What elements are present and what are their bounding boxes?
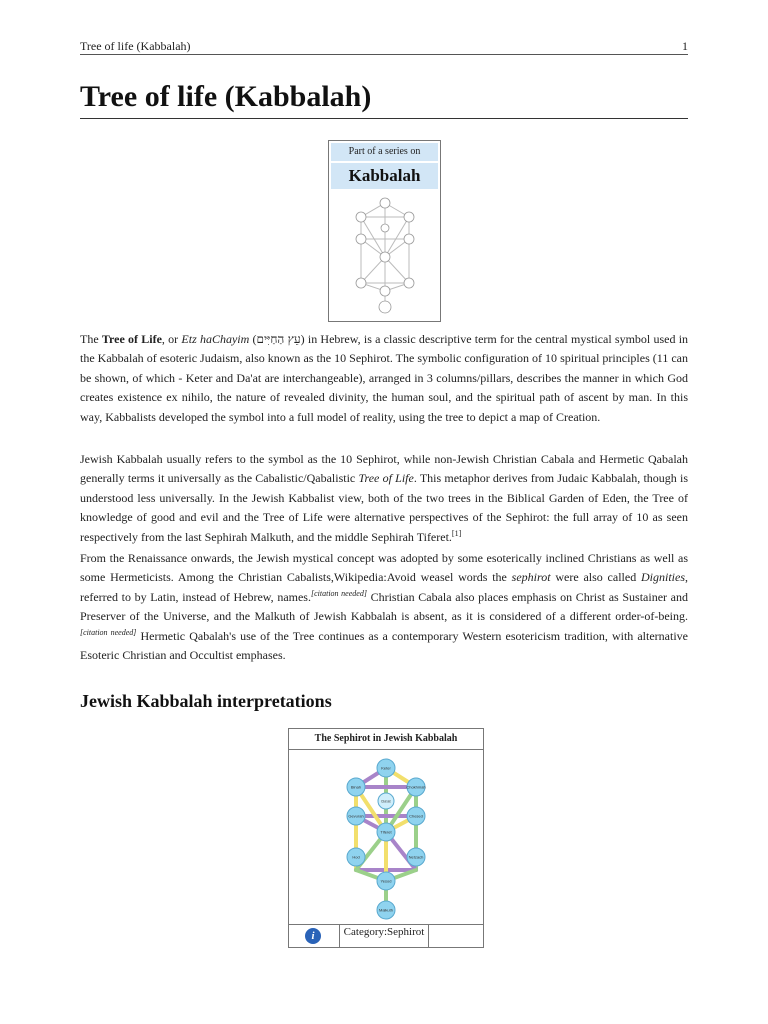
category-link[interactable]: Category:Sephirot — [340, 925, 429, 947]
citation-needed[interactable]: [citation needed] — [310, 588, 367, 598]
bold-term: Tree of Life — [101, 332, 162, 346]
node-label-keter: Keter — [381, 765, 391, 771]
series-title-text[interactable]: Kabbalah — [348, 166, 421, 185]
hebrew-term: עֵץ הַחַיִּים — [256, 332, 301, 346]
node-label-malkuth: Malkuth — [378, 907, 394, 913]
page-number: 1 — [682, 39, 688, 53]
italic-term: Etz haChayim — [181, 332, 250, 346]
node-label-chokhmah: Chokhmah — [406, 784, 426, 790]
text-run: ( — [249, 332, 257, 346]
text-run: From the Renaissance onwards, the Jewish mystical concept was adopted by some esoterically inclined Christians as well as some Hermeticists. Among the Christian Cabalists,Wikipedia:Avoid weasel words the — [80, 551, 688, 585]
section-heading: Jewish Kabbalah interpretations — [80, 691, 332, 711]
sephirot-figure-box — [288, 728, 484, 948]
text-run: The — [80, 332, 102, 346]
italic-term: sephirot — [511, 570, 551, 585]
running-header-title: Tree of life (Kabbalah) — [80, 39, 191, 53]
node-label-gevurah: Gevurah — [348, 813, 364, 819]
page-title: Tree of life (Kabbalah) — [80, 78, 688, 119]
running-header — [80, 38, 688, 55]
figure-caption: The Sephirot in Jewish Kabbalah — [289, 729, 483, 750]
tree-of-life-thumbnail[interactable] — [343, 195, 427, 319]
series-title[interactable] — [331, 163, 438, 189]
italic-term: Dignities — [641, 570, 685, 585]
node-label-chesed: Chesed — [409, 813, 423, 819]
node-label-yesod: Yesod — [380, 878, 392, 884]
text-run: . This metaphor derives from Judaic Kabbalah, though is understood less universally. In the Jewish Kabbalist view, both of the two trees in the Biblical Garden of Eden, the Tree of knowledge of good and evil and the Tree of Life were alternative perspectives of the Sephirot: the full array of 10 as seen respectively from the last Sephirah Malkuth, and the middle Sephirah Tiferet. — [80, 471, 688, 544]
citation-needed[interactable]: [citation needed] — [80, 627, 137, 637]
info-cell — [289, 925, 340, 947]
text-run: Hermetic Qabalah's use of the Tree continues as a contemporary Western esotericism tradition, with alternative Esoteric Christian and Occultist emphases. — [80, 628, 688, 663]
figure-footer — [289, 925, 483, 947]
series-infobox — [328, 140, 441, 322]
text-run: Jewish Kabbalah usually refers to the symbol as the 10 Sephirot, while non-Jewish Christian Cabala and Hermetic Qabalah generally terms it universally as the Cabalistic/Qabalistic — [80, 452, 688, 486]
renaissance-paragraph — [80, 549, 688, 665]
node-label-binah: Binah — [350, 784, 362, 790]
node-label-hod: Hod — [352, 854, 360, 860]
text-run: Christian Cabala also places emphasis on Christ as Sustainer and Preserver of the Universe, and the Malkuth of Jewish Kabbalah is absent, as it is considered of a different order-of-being. — [80, 589, 689, 624]
node-label-daat: Da'at — [381, 798, 391, 804]
intro-paragraph — [80, 330, 688, 427]
text-run: , or — [161, 332, 182, 346]
sephirot-diagram[interactable] — [289, 750, 483, 924]
series-label: Part of a series on — [331, 143, 438, 161]
info-icon[interactable]: i — [305, 928, 321, 944]
text-run: , referred to by Latin, instead of Hebrew, names. — [80, 570, 688, 604]
text-run: ) in Hebrew, is a classic descriptive term for the central mystical symbol used in the Kabbalah of esoteric Judaism, also known as the 10 Sephirot. The symbolic configuration of 10 spiritual principles (11 can be shown, of which - Keter and Da'at are interchangeable), arranged in 3 columns/pillars, describes the manner in which God creates existence ex nihilo, the nature of revealed divinity, the human soul, and the spiritual path of ascent by man. In this way, Kabbalists developed the symbol into a full model of reality, using the tree to depict a map of Creation. — [80, 332, 689, 424]
italic-term: Tree of Life — [358, 471, 414, 486]
node-label-netzach: Netzach — [408, 854, 424, 860]
jewish-kabbalah-paragraph — [80, 450, 688, 547]
node-label-tiferet: Tiferet — [380, 829, 392, 835]
footnote-ref[interactable]: [1] — [451, 528, 462, 538]
sephirot-diagram-container — [289, 750, 483, 925]
text-run: were also called — [550, 570, 641, 585]
